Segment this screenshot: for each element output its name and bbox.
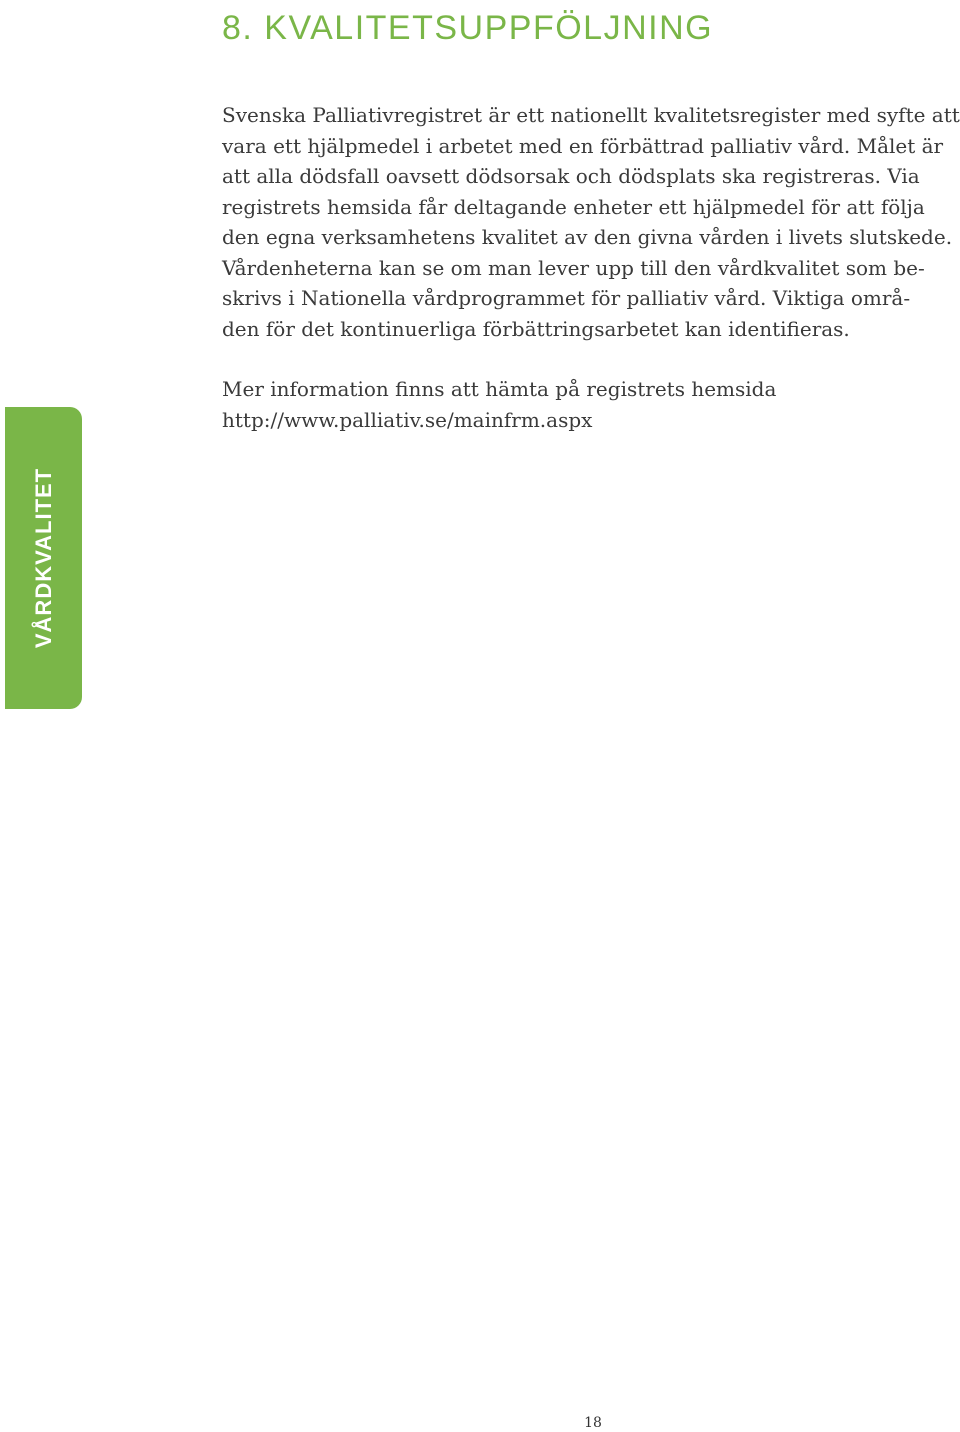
text-line: skrivs i Nationella vårdprogrammet för palliativ vård. Viktiga områ-: [222, 286, 911, 310]
text-line: vara ett hjälpmedel i arbetet med en förbättrad palliativ vård. Målet är: [222, 133, 944, 158]
body-text: [222, 100, 960, 435]
text-line: Svenska Palliativregistret är ett nationellt kvalitetsregister med syfte att: [222, 103, 960, 127]
registry-url[interactable]: http://www.palliativ.se/mainfrm.aspx: [222, 407, 593, 432]
text-line: den egna verksamhetens kvalitet av den givna vården i livets slutskede.: [222, 225, 953, 249]
text-line: den för det kontinuerliga förbättringsarbetet kan identifieras.: [222, 316, 850, 341]
paragraph-1: [222, 100, 960, 344]
side-tab-label: VÅRDKVALITET: [30, 467, 56, 649]
text-line: Vårdenheterna kan se om man lever upp till den vårdkvalitet som be-: [222, 255, 925, 280]
page-number: 18: [584, 1415, 602, 1431]
paragraph-2: [222, 374, 960, 435]
text-line: Mer information finns att hämta på registrets hemsida: [222, 377, 777, 401]
page-heading: 8. KVALITETSUPPFÖLJNING: [222, 9, 714, 47]
text-line: att alla dödsfall oavsett dödsorsak och dödsplats ska registreras. Via: [222, 164, 920, 188]
paragraph-spacer: [222, 344, 960, 374]
section-side-tab: [5, 407, 82, 709]
text-line: registrets hemsida får deltagande enheter ett hjälpmedel för att följa: [222, 194, 925, 219]
